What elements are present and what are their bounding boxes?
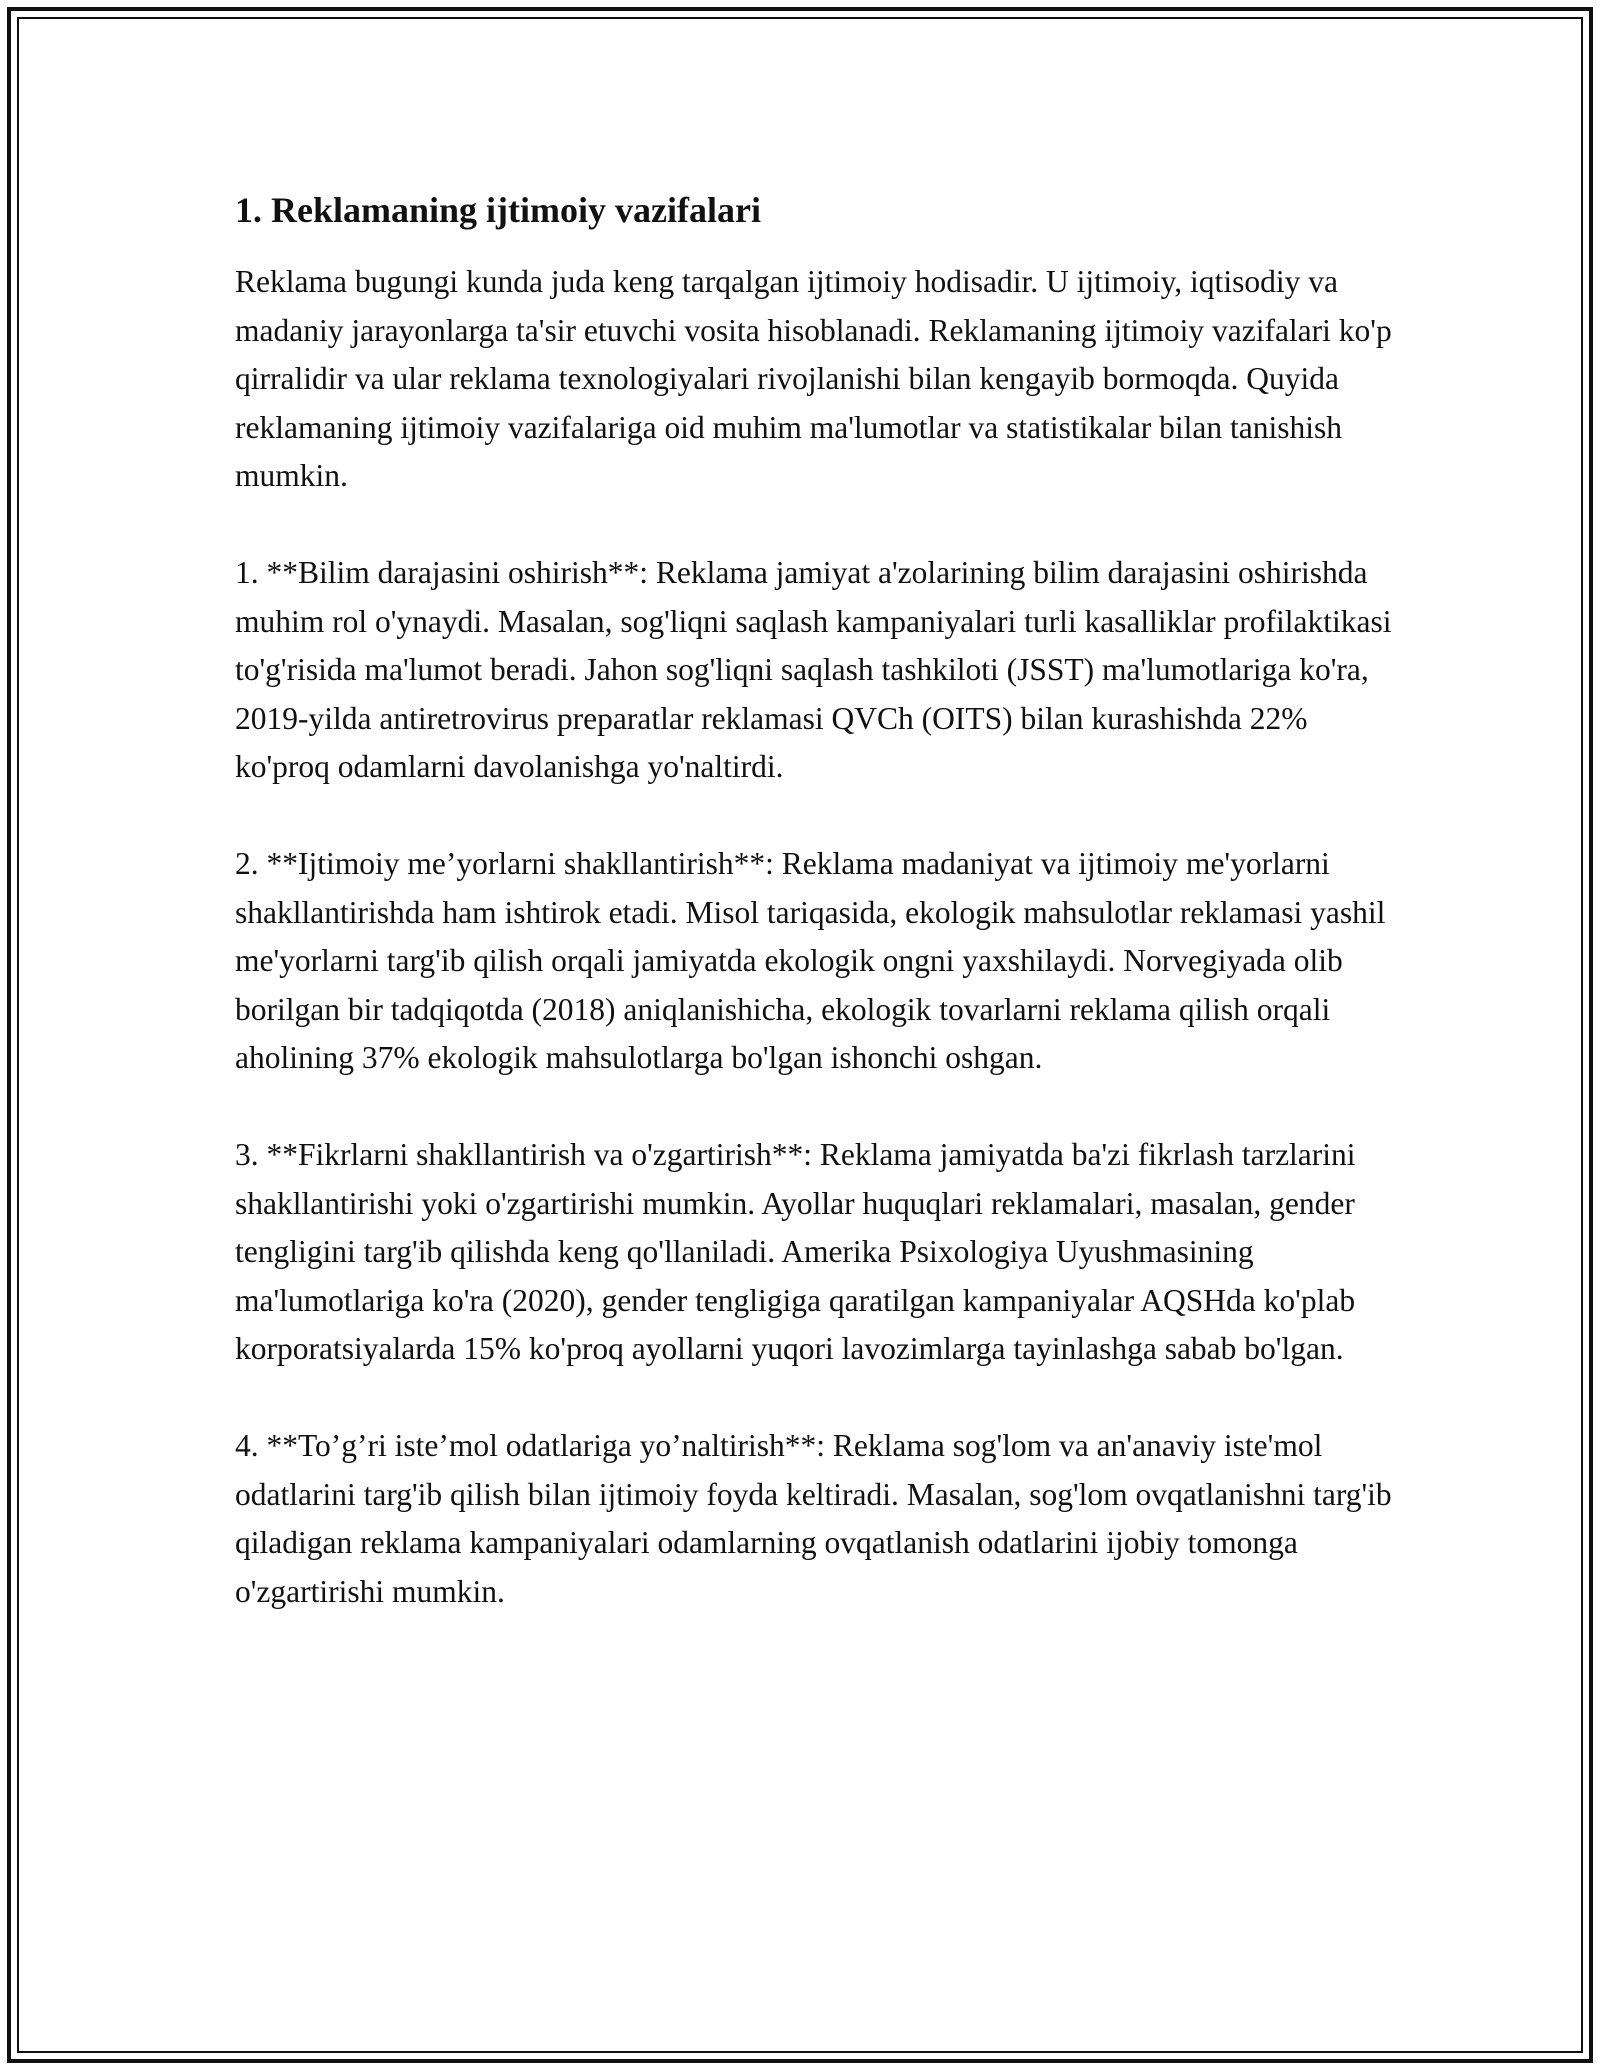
- paragraph-item-2: 2. **Ijtimoiy me’yorlarni shakllantirish**: Reklama madaniyat va ijtimoiy me'yorlarni shakllantirishda ham ishtirok etadi. Misol tariqasida, ekologik mahsulotlar reklamasi yashil me'yorlarni targ'ib qilish orqali jamiyatda ekologik ongni yaxshilaydi. Norvegiyada olib borilgan bir tadqiqotda (2018) aniqlanishicha, ekologik tovarlarni reklama qilish orqali aholining 37% ekologik mahsulotlarga bo'lgan ishonchi oshgan.: [235, 846, 1386, 1075]
- document-title: 1. Reklamaning ijtimoiy vazifalari: [235, 190, 761, 230]
- document-body: [235, 188, 1395, 1665]
- paragraph-item-4: 4. **To’g’ri iste’mol odatlariga yo’naltirish**: Reklama sog'lom va an'anaviy iste'mol odatlarini targ'ib qilish bilan ijtimoiy foyda keltiradi. Masalan, sog'lom ovqatlanishni targ'ib qiladigan reklama kampaniyalari odamlarning ovqatlanish odatlarini ijobiy tomonga o'zgartirishi mumkin.: [235, 1428, 1392, 1609]
- paragraph-item-1: 1. **Bilim darajasini oshirish**: Reklama jamiyat a'zolarining bilim darajasini oshirishda muhim rol o'ynaydi. Masalan, sog'liqni saqlash kampaniyalari turli kasalliklar profilaktikasi to'g'risida ma'lumot beradi. Jahon sog'liqni saqlash tashkiloti (JSST) ma'lumotlariga ko'ra, 2019-yilda antiretrovirus preparatlar reklamasi QVCh (OITS) bilan kurashishda 22% ko'proq odamlarni davolanishga yo'naltirdi.: [235, 555, 1392, 784]
- paragraph-item-3: 3. **Fikrlarni shakllantirish va o'zgartirish**: Reklama jamiyatda ba'zi fikrlash tarzlarini shakllantirishi yoki o'zgartirishi mumkin. Ayollar huquqlari reklamalari, masalan, gender tengligini targ'ib qilishda keng qo'llaniladi. Amerika Psixologiya Uyushmasining ma'lumotlariga ko'ra (2020), gender tengligiga qaratilgan kampaniyalar AQSHda ko'plab korporatsiyalarda 15% ko'proq ayollarni yuqori lavozimlarga tayinlashga sabab bo'lgan.: [235, 1137, 1356, 1366]
- paragraph-intro: Reklama bugungi kunda juda keng tarqalgan ijtimoiy hodisadir. U ijtimoiy, iqtisodiy va madaniy jarayonlarga ta'sir etuvchi vosita hisoblanadi. Reklamaning ijtimoiy vazifalari ko'p qirralidir va ular reklama texnologiyalari rivojlanishi bilan kengayib bormoqda. Quyida reklamaning ijtimoiy vazifalariga oid muhim ma'lumotlar va statistikalar bilan tanishish mumkin.: [235, 264, 1392, 493]
